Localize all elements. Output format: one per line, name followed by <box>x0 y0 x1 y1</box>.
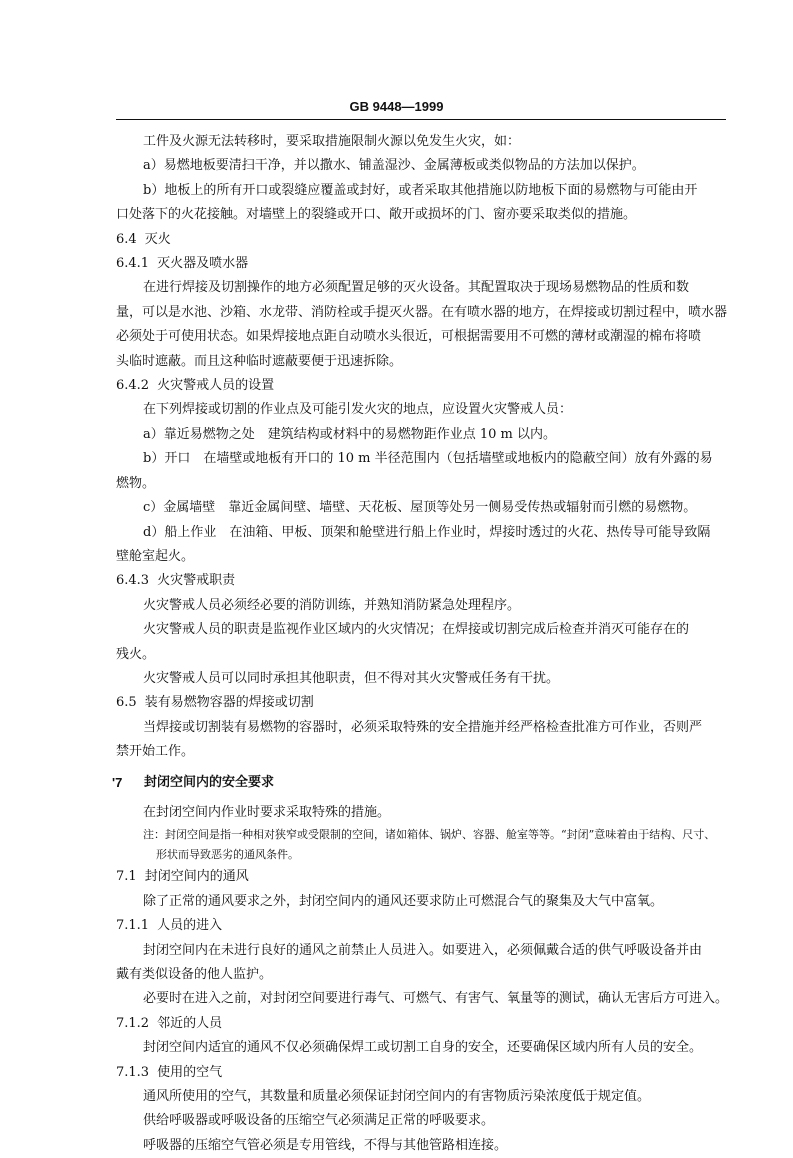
section-number: 7.1 <box>116 869 137 885</box>
section-heading <box>112 771 728 795</box>
paragraph-line: b）开口 在墙壁或地板有开口的 10 m 半径范围内（包括墙壁或地板内的隐蔽空间）放有外露的易 <box>143 451 713 467</box>
paragraph-line: 除了正常的通风要求之外，封闭空间内的通风还要求防止可燃混合气的聚集及大气中富氧。 <box>143 893 664 909</box>
section-number: 6.5 <box>116 695 137 711</box>
paragraph-line: 火灾警戒人员必须经必要的消防训练，并熟知消防紧急处理程序。 <box>143 597 521 613</box>
paragraph-line: 必须处于可使用状态。如果焊接地点距自动喷水头很近，可根据需要用不可燃的薄材或潮湿的棉布将喷 <box>116 329 702 345</box>
paragraph-line: 当焊接或切割装有易燃物的容器时，必须采取特殊的安全措施并经严格检查批准方可作业，否则严 <box>143 719 703 735</box>
section-heading <box>116 691 728 715</box>
section-heading <box>116 1012 728 1036</box>
document-body <box>112 130 729 1158</box>
section-number: '7 <box>112 774 123 790</box>
section-number: 6.4 <box>116 231 137 247</box>
section-heading <box>116 374 728 398</box>
section-title: 人员的进入 <box>157 918 223 934</box>
paragraph-line: 戴有类似设备的他人监护。 <box>116 967 273 982</box>
paragraph-line: d）船上作业 在油箱、甲板、顶架和舱壁进行船上作业时，焊接时透过的火花、热传导可能导致隔 <box>143 524 711 540</box>
paragraph-line: a）易燃地板要清扫干净，并以撒水、铺盖湿沙、金属薄板或类似物品的方法加以保护。 <box>143 158 645 174</box>
section-title: 封闭空间内的通风 <box>144 869 249 885</box>
paragraph-line: 通风所使用的空气，其数量和质量必须保证封闭空间内的有害物质污染浓度低于规定值。 <box>143 1089 651 1105</box>
paragraph-line: c）金属墙壁 靠近金属间壁、墙壁、天花板、屋顶等处另一侧易受传热或辐射而引燃的易燃物。 <box>143 500 697 516</box>
paragraph-line: 在下列焊接或切割的作业点及可能引发火灾的地点，应设置火灾警戒人员： <box>143 402 573 418</box>
section-heading <box>116 865 728 889</box>
section-heading <box>116 228 728 252</box>
note-line: 形状而导致恶劣的通风条件。 <box>156 848 299 862</box>
paragraph-line: 封闭空间内在未进行良好的通风之前禁止人员进入。如要进入，必须佩戴合适的供气呼吸设备并由 <box>143 942 703 958</box>
section-number: 6.4.2 <box>116 378 150 394</box>
section-heading <box>116 1061 728 1085</box>
paragraph-line: 供给呼吸器或呼吸设备的压缩空气必须满足正常的呼吸要求。 <box>143 1113 495 1129</box>
section-title: 火灾警戒人员的设置 <box>157 378 275 394</box>
paragraph-line: 在进行焊接及切割操作的地方必须配置足够的灭火设备。其配置取决于现场易燃物品的性质和数 <box>143 280 690 296</box>
paragraph-line: a）靠近易燃物之处 建筑结构或材料中的易燃物距作业点 10 m 以内。 <box>143 426 557 442</box>
section-number: 7.1.3 <box>116 1064 150 1080</box>
paragraph-line: 工件及火源无法转移时，要采取措施限制火源以免发生火灾，如： <box>143 134 521 149</box>
paragraph-line: 呼吸器的压缩空气管必须是专用管线，不得与其他管路相连接。 <box>143 1137 508 1153</box>
section-title: 封闭空间内的安全要求 <box>144 774 275 790</box>
paragraph-line: b）地板上的所有开口或裂缝应覆盖或封好，或者采取其他措施以防地板下面的易燃物与可能由开 <box>143 182 698 198</box>
header-rule <box>116 119 726 120</box>
section-title: 使用的空气 <box>157 1064 223 1080</box>
section-heading <box>116 252 728 276</box>
section-number: 6.4.1 <box>116 256 150 272</box>
section-title: 灭火 <box>144 231 171 247</box>
section-title: 灭火器及喷水器 <box>157 256 249 272</box>
section-title: 装有易燃物容器的焊接或切割 <box>144 695 314 711</box>
paragraph-line: 燃物。 <box>116 475 156 491</box>
section-heading <box>116 569 728 593</box>
paragraph-line: 火灾警戒人员的职责是监视作业区域内的火灾情况；在焊接或切割完成后检查并消灭可能存在的 <box>143 622 690 638</box>
section-title: 火灾警戒职责 <box>157 573 236 589</box>
page-header: GB 9448—1999 <box>349 99 444 114</box>
note-line: 注：封闭空间是指一种相对狭窄或受限制的空间，诸如箱体、锅炉、容器、舱室等等。“封闭”意味着由于结构、尺寸、 <box>143 828 716 842</box>
paragraph-line: 必要时在进入之前，对封闭空间要进行毒气、可燃气、有害气、氧量等的测试，确认无害后方可进入。 <box>143 991 729 1007</box>
paragraph-line: 量，可以是水池、沙箱、水龙带、消防栓或手提灭火器。在有喷水器的地方，在焊接或切割过程中，喷水器 <box>116 304 728 320</box>
section-heading <box>116 914 728 938</box>
paragraph-line: 残火。 <box>116 646 156 662</box>
paragraph-line: 禁开始工作。 <box>116 744 195 760</box>
section-number: 7.1.1 <box>116 918 150 934</box>
section-number: 7.1.2 <box>116 1015 150 1031</box>
paragraph-line: 头临时遮蔽。而且这种临时遮蔽要便于迅速拆除。 <box>116 353 403 369</box>
section-title: 邻近的人员 <box>157 1015 223 1031</box>
section-number: 6.4.3 <box>116 573 150 589</box>
paragraph-line: 封闭空间内适宜的通风不仅必须确保焊工或切割工自身的安全，还要确保区域内所有人员的安全。 <box>143 1040 703 1056</box>
paragraph-line: 火灾警戒人员可以同时承担其他职责，但不得对其火灾警戒任务有干扰。 <box>143 670 560 686</box>
paragraph-line: 口处落下的火花接触。对墙壁上的裂缝或开口、敞开或损坏的门、窗亦要采取类似的措施。 <box>116 207 637 223</box>
paragraph-line: 壁舱室起火。 <box>116 548 195 564</box>
paragraph-line: 在封闭空间内作业时要求采取特殊的措施。 <box>143 804 391 820</box>
